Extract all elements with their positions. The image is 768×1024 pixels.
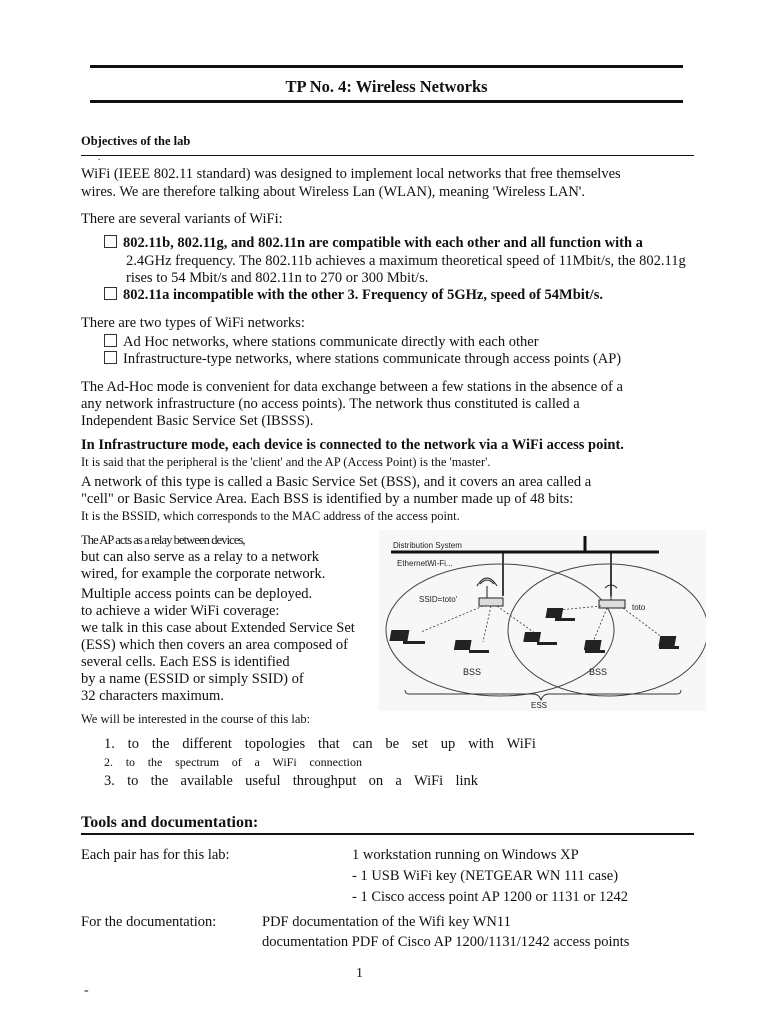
bssid-line: It is the BSSID, which corresponds to the MAC address of the access point. xyxy=(81,509,460,523)
bss-line-1: A network of this type is called a Basic Service Set (BSS), and it covers an area called a xyxy=(81,474,592,490)
variant-2 xyxy=(104,287,603,304)
page-title: TP No. 4: Wireless Networks xyxy=(285,77,488,96)
tools-heading: Tools and documentation: xyxy=(81,814,259,831)
topic-word: spectrum xyxy=(175,755,220,769)
type-1-text: Ad Hoc networks, where stations communicate directly with each other xyxy=(123,334,539,350)
adhoc-line-2: any network infrastructure (no access points). The network thus constituted is called a xyxy=(81,396,580,412)
ess-label: ESS xyxy=(531,701,548,710)
topic-word: WiFi xyxy=(413,773,444,789)
topic-word: to xyxy=(125,755,136,769)
ess-line-7: 32 characters maximum. xyxy=(81,688,224,704)
topic-word: of xyxy=(231,755,242,769)
ess-line-6: by a name (ESSID or simply SSID) of xyxy=(81,671,304,687)
topic-word: that xyxy=(317,736,340,752)
interest-line: We will be interested in the course of this lab: xyxy=(81,712,311,726)
topic-word: a xyxy=(254,755,260,769)
ess-line-1: Multiple access points can be deployed. xyxy=(81,586,313,602)
topic-word: WiFi xyxy=(506,736,536,752)
topic-word: a xyxy=(395,773,402,789)
topic-word: throughput xyxy=(292,773,357,789)
topic-1-num: 1. xyxy=(104,736,115,752)
title-rule-bottom xyxy=(90,100,683,103)
infra-heading: In Infrastructure mode, each device is connected to the network via a WiFi access point. xyxy=(81,437,624,453)
types-intro: There are two types of WiFi networks: xyxy=(81,315,305,331)
topic-3 xyxy=(104,773,478,790)
topic-word: with xyxy=(468,736,494,752)
intro-line-2: wires. We are therefore talking about Wireless Lan (WLAN), meaning 'Wireless LAN'. xyxy=(81,184,586,200)
bss-line-2: "cell" or Basic Service Area. Each BSS is identified by a number made up of 48 bits: xyxy=(81,491,574,507)
checkbox-icon xyxy=(104,287,117,300)
relay-condensed: The AP acts as a relay between devices, xyxy=(81,533,245,547)
relay-line-1: but can also serve as a relay to a network xyxy=(81,549,319,565)
topic-1 xyxy=(104,736,536,753)
intro-line-1: WiFi (IEEE 802.11 standard) was designed to implement local networks that free themselves xyxy=(81,166,621,182)
topic-word: useful xyxy=(245,773,281,789)
ethernet-label: EthernetWi-Fi... xyxy=(397,559,453,568)
objectives-heading: Objectives of the lab xyxy=(81,134,191,148)
topic-word: WiFi xyxy=(272,755,297,769)
pair-item-2: - 1 USB WiFi key (NETGEAR WN 111 case) xyxy=(352,868,619,884)
topic-word: to xyxy=(127,773,139,789)
relay-line-2: wired, for example the corporate network. xyxy=(81,566,326,582)
doc-item-2: documentation PDF of Cisco AP 1200/1131/1242 access points xyxy=(262,934,630,950)
topic-word: link xyxy=(455,773,478,789)
variant-1-cont-1: 2.4GHz frequency. The 802.11b achieves a maximum theoretical speed of 11Mbit/s, the 802.11g xyxy=(126,253,686,269)
topic-word: set xyxy=(411,736,428,752)
title-rule-top xyxy=(90,65,683,68)
topic-3-num: 3. xyxy=(104,773,115,789)
ssid-label: SSID=toto' xyxy=(419,595,458,604)
topic-word: the xyxy=(150,773,169,789)
topic-2-num: 2. xyxy=(104,755,113,769)
ess-line-3: we talk in this case about Extended Service Set xyxy=(81,620,355,636)
tools-rule xyxy=(81,833,694,835)
ess-line-2: to achieve a wider WiFi coverage: xyxy=(81,603,280,619)
topic-word: up xyxy=(440,736,456,752)
topic-word: different xyxy=(182,736,232,752)
topic-word: the xyxy=(147,755,163,769)
ess-network-diagram xyxy=(379,530,706,711)
adhoc-line-3: Independent Basic Service Set (IBSSS). xyxy=(81,413,314,429)
objectives-rule xyxy=(81,155,694,156)
distribution-label: Distribution System xyxy=(393,541,462,550)
pair-item-3: - 1 Cisco access point AP 1200 or 1131 or 1242 xyxy=(352,889,629,905)
pair-label: Each pair has for this lab: xyxy=(81,847,230,863)
checkbox-icon xyxy=(104,334,117,347)
checkbox-icon xyxy=(104,235,117,248)
variant-1-cont-2: rises to 54 Mbit/s and 802.11n to 270 or 300 Mbit/s. xyxy=(126,270,429,286)
type-2-text: Infrastructure-type networks, where stations communicate through access points (AP) xyxy=(123,351,622,367)
topic-word: on xyxy=(368,773,384,789)
topic-word: topologies xyxy=(244,736,306,752)
adhoc-line-1: The Ad-Hoc mode is convenient for data exchange between a few stations in the absence of a xyxy=(81,379,623,395)
toto-label: toto xyxy=(632,603,646,612)
bss-right-label: BSS xyxy=(589,667,608,677)
topic-word: be xyxy=(385,736,400,752)
type-1 xyxy=(104,334,539,351)
bss-left-label: BSS xyxy=(463,667,482,677)
topic-word: can xyxy=(352,736,373,752)
infra-small: It is said that the peripheral is the 'client' and the AP (Access Point) is the 'master'. xyxy=(81,455,491,469)
page-number: 1 xyxy=(356,966,363,981)
doc-item-1: PDF documentation of the Wifi key WN11 xyxy=(262,914,511,930)
topic-2 xyxy=(104,755,362,770)
doc-label: For the documentation: xyxy=(81,914,217,930)
topic-word: the xyxy=(151,736,170,752)
type-2 xyxy=(104,351,621,368)
topic-word: to xyxy=(127,736,139,752)
topic-word: connection xyxy=(309,755,362,769)
ess-line-4: (ESS) which then covers an area composed of xyxy=(81,637,348,653)
ess-line-5: several cells. Each ESS is identified xyxy=(81,654,290,670)
variant-2-text: 802.11a incompatible with the other 3. Frequency of 5GHz, speed of 54Mbit/s. xyxy=(123,287,603,303)
checkbox-icon xyxy=(104,351,117,364)
variant-1-text: 802.11b, 802.11g, and 802.11n are compatible with each other and all function with a xyxy=(123,235,643,251)
variant-1 xyxy=(104,235,643,252)
variants-intro: There are several variants of WiFi: xyxy=(81,211,283,227)
topic-word: available xyxy=(180,773,233,789)
footer-dash: - xyxy=(84,983,89,998)
pair-item-1: 1 workstation running on Windows XP xyxy=(352,847,579,863)
tiny-mark: . xyxy=(98,152,101,162)
